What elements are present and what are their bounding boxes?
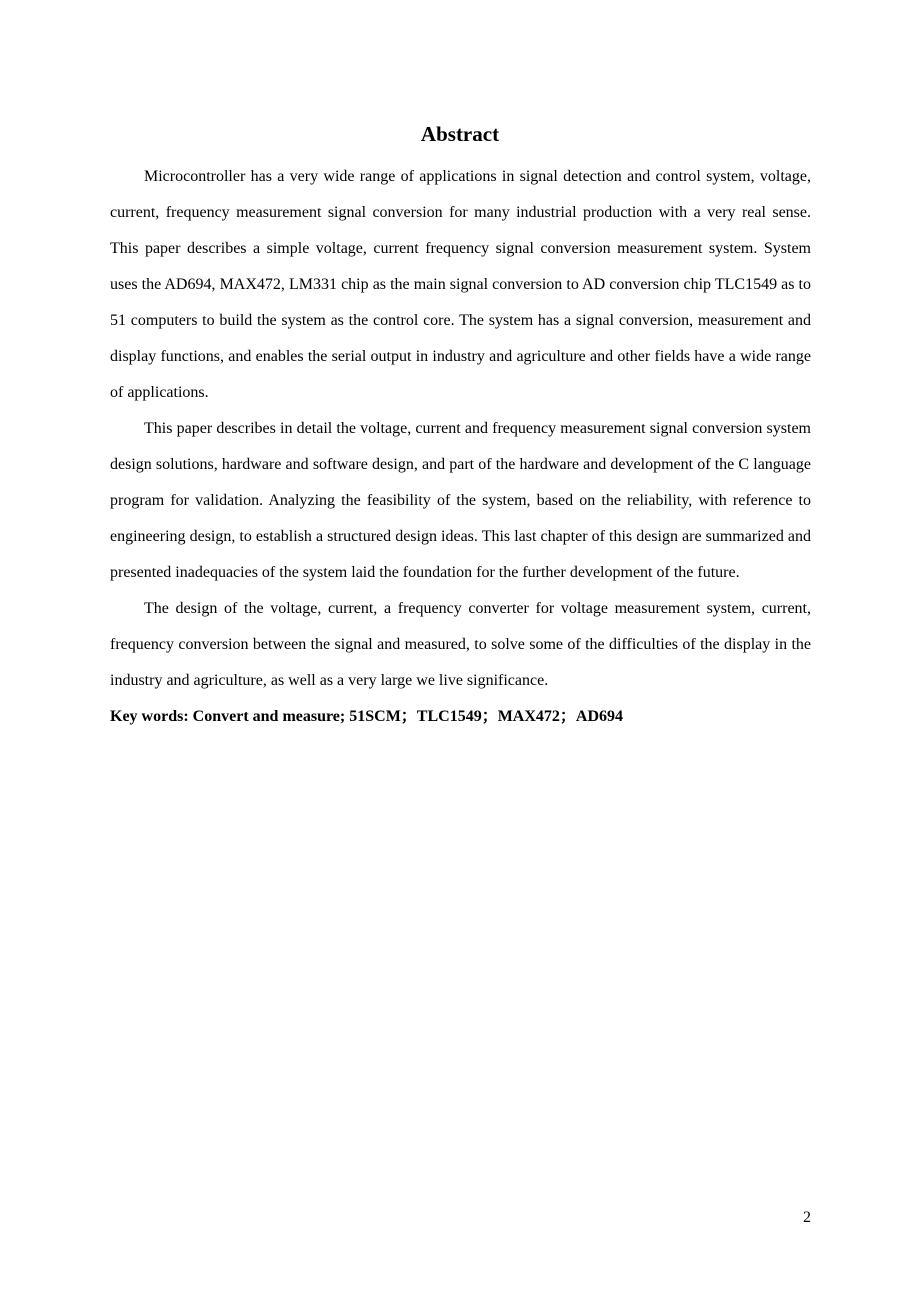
abstract-paragraph-1: Microcontroller has a very wide range of applications in signal detection and control system, voltage, current, frequency measurement signal conversion for many industrial production with a very real sense. This paper describes a simple voltage, current frequency signal conversion measurement system. System uses the AD694, MAX472, LM331 chip as the main signal conversion to AD conversion chip TLC1549 as to 51 computers to build the system as the control core. The system has a signal conversion, measurement and display functions, and enables the serial output in industry and agriculture and other fields have a wide range of applications. — [110, 168, 811, 401]
abstract-paragraph-3: The design of the voltage, current, a frequency converter for voltage measurement system, current, frequency conversion between the signal and measured, to solve some of the difficulties of the display in the industry and agriculture, as well as a very large we live significance. — [110, 600, 811, 689]
abstract-paragraph-2: This paper describes in detail the voltage, current and frequency measurement signal conversion system design solutions, hardware and software design, and part of the hardware and development of the C language program for validation. Analyzing the feasibility of the system, based on the reliability, with reference to engineering design, to establish a structured design ideas. This last chapter of this design are summarized and presented inadequacies of the system laid the foundation for the further development of the future. — [110, 420, 811, 581]
abstract-body — [110, 159, 811, 735]
keywords-line: Key words: Convert and measure; 51SCM；TLC1549；MAX472；AD694 — [110, 708, 624, 725]
page-number: 2 — [803, 1209, 811, 1226]
page-title: Abstract — [420, 122, 500, 146]
